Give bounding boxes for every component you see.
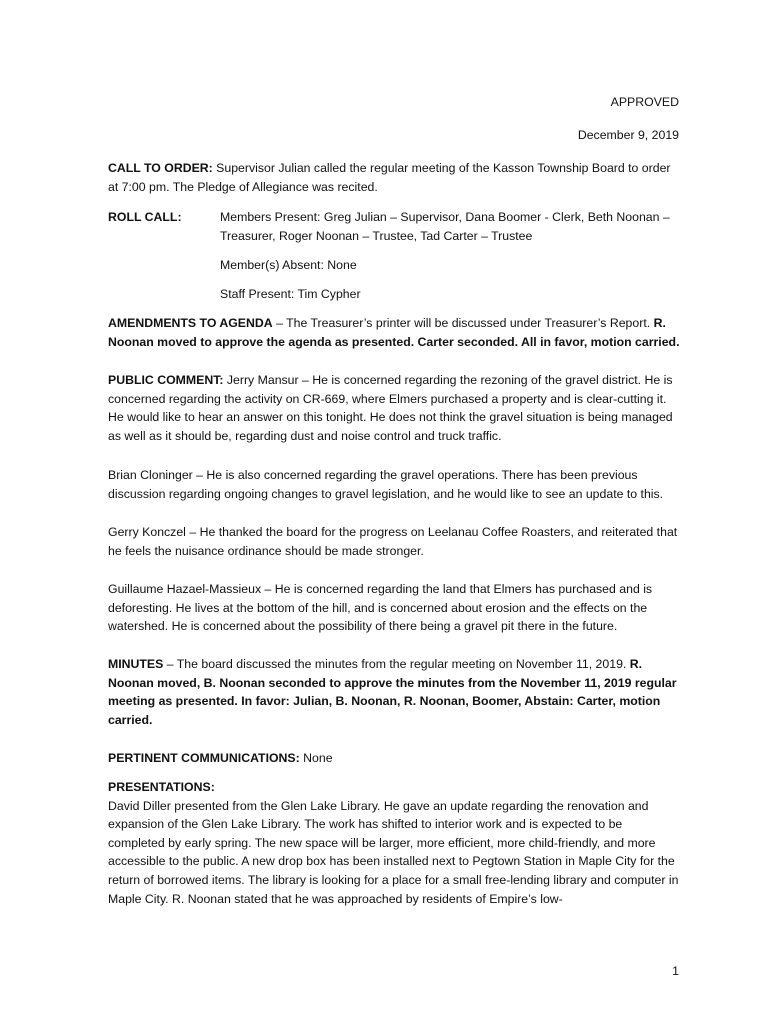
minutes-label: MINUTES — [108, 657, 164, 671]
amendments-section — [108, 314, 680, 351]
call-to-order-text: Supervisor Julian called the regular meeting of the Kasson Township Board to order at 7:00 pm. The Pledge of Allegiance was recited. — [108, 161, 671, 194]
public-comment-konczel: Gerry Konczel – He thanked the board for the progress on Leelanau Coffee Roasters, and reiterated that he feels the nuisance ordinance should be made stronger. — [108, 525, 678, 558]
public-comment-mansur: Jerry Mansur – He is concerned regarding the rezoning of the gravel district. He is concerned regarding the activity on CR-669, where Elmers purchased a property and is clear-cutting it. He would like to hear an answer on this tonight. He does not think the gravel situation is being managed as well as it should be, regarding dust and noise control and truck traffic. — [108, 373, 673, 443]
call-to-order-label: CALL TO ORDER: — [108, 161, 213, 175]
meeting-date: December 9, 2019 — [577, 128, 679, 142]
page-number: 1 — [672, 964, 679, 978]
pertinent-communications-label: PERTINENT COMMUNICATIONS: — [108, 751, 300, 765]
presentations-section — [108, 778, 680, 908]
presentations-label: PRESENTATIONS: — [108, 780, 215, 794]
minutes-section — [108, 655, 680, 729]
public-comment-label: PUBLIC COMMENT: — [108, 373, 224, 387]
minutes-text: – The board discussed the minutes from the regular meeting on November 11, 2019. — [163, 657, 630, 671]
members-present: Members Present: Greg Julian – Supervisor, Dana Boomer - Clerk, Beth Noonan – Treasurer, Roger Noonan – Trustee, Tad Carter – Trustee — [220, 210, 670, 243]
approved-status: APPROVED — [610, 95, 679, 109]
staff-present: Staff Present: Tim Cypher — [220, 287, 361, 301]
minutes-motion: R. Noonan moved, B. Noonan seconded to approve the minutes from the November 11, 2019 regular meeting as presented. In favor: Julian, B. Noonan, R. Noonan, Boomer, Abstain: Carter, motion carried. — [108, 657, 677, 727]
public-comment-cloninger: Brian Cloninger – He is also concerned regarding the gravel operations. There has been previous discussion regarding ongoing changes to gravel legislation, and he would like to see an update to this. — [108, 468, 664, 501]
amendments-label: AMENDMENTS TO AGENDA — [108, 316, 273, 330]
pertinent-communications-text: None — [299, 751, 333, 765]
presentations-text: David Diller presented from the Glen Lake Library. He gave an update regarding the renovation and expansion of the Glen Lake Library. The work has shifted to interior work and is expected to be completed by early spring. The new space will be larger, more efficient, more child-friendly, and more accessible to the public. A new drop box has been installed next to Pegtown Station in Maple City for the return of borrowed items. The library is looking for a place for a small free-lending library and computer in Maple City. R. Noonan stated that he was approached by residents of Empire’s low- — [108, 798, 679, 906]
public-comment-hazael-massieux: Guillaume Hazael-Massieux – He is concerned regarding the land that Elmers has purchased and is deforesting. He lives at the bottom of the hill, and is concerned about erosion and the effects on the watershed. He is concerned about the possibility of there being a gravel pit there in the future. — [108, 582, 653, 634]
roll-call-label: ROLL CALL: — [108, 210, 182, 224]
call-to-order-section — [108, 159, 680, 196]
amendments-motion: R. Noonan moved to approve the agenda as presented. Carter seconded. All in favor, motion carried. — [108, 316, 680, 349]
members-absent: Member(s) Absent: None — [220, 258, 357, 272]
public-comment-section — [108, 371, 680, 445]
amendments-text: – The Treasurer’s printer will be discussed under Treasurer’s Report. — [272, 316, 654, 330]
pertinent-communications-section — [108, 749, 680, 768]
